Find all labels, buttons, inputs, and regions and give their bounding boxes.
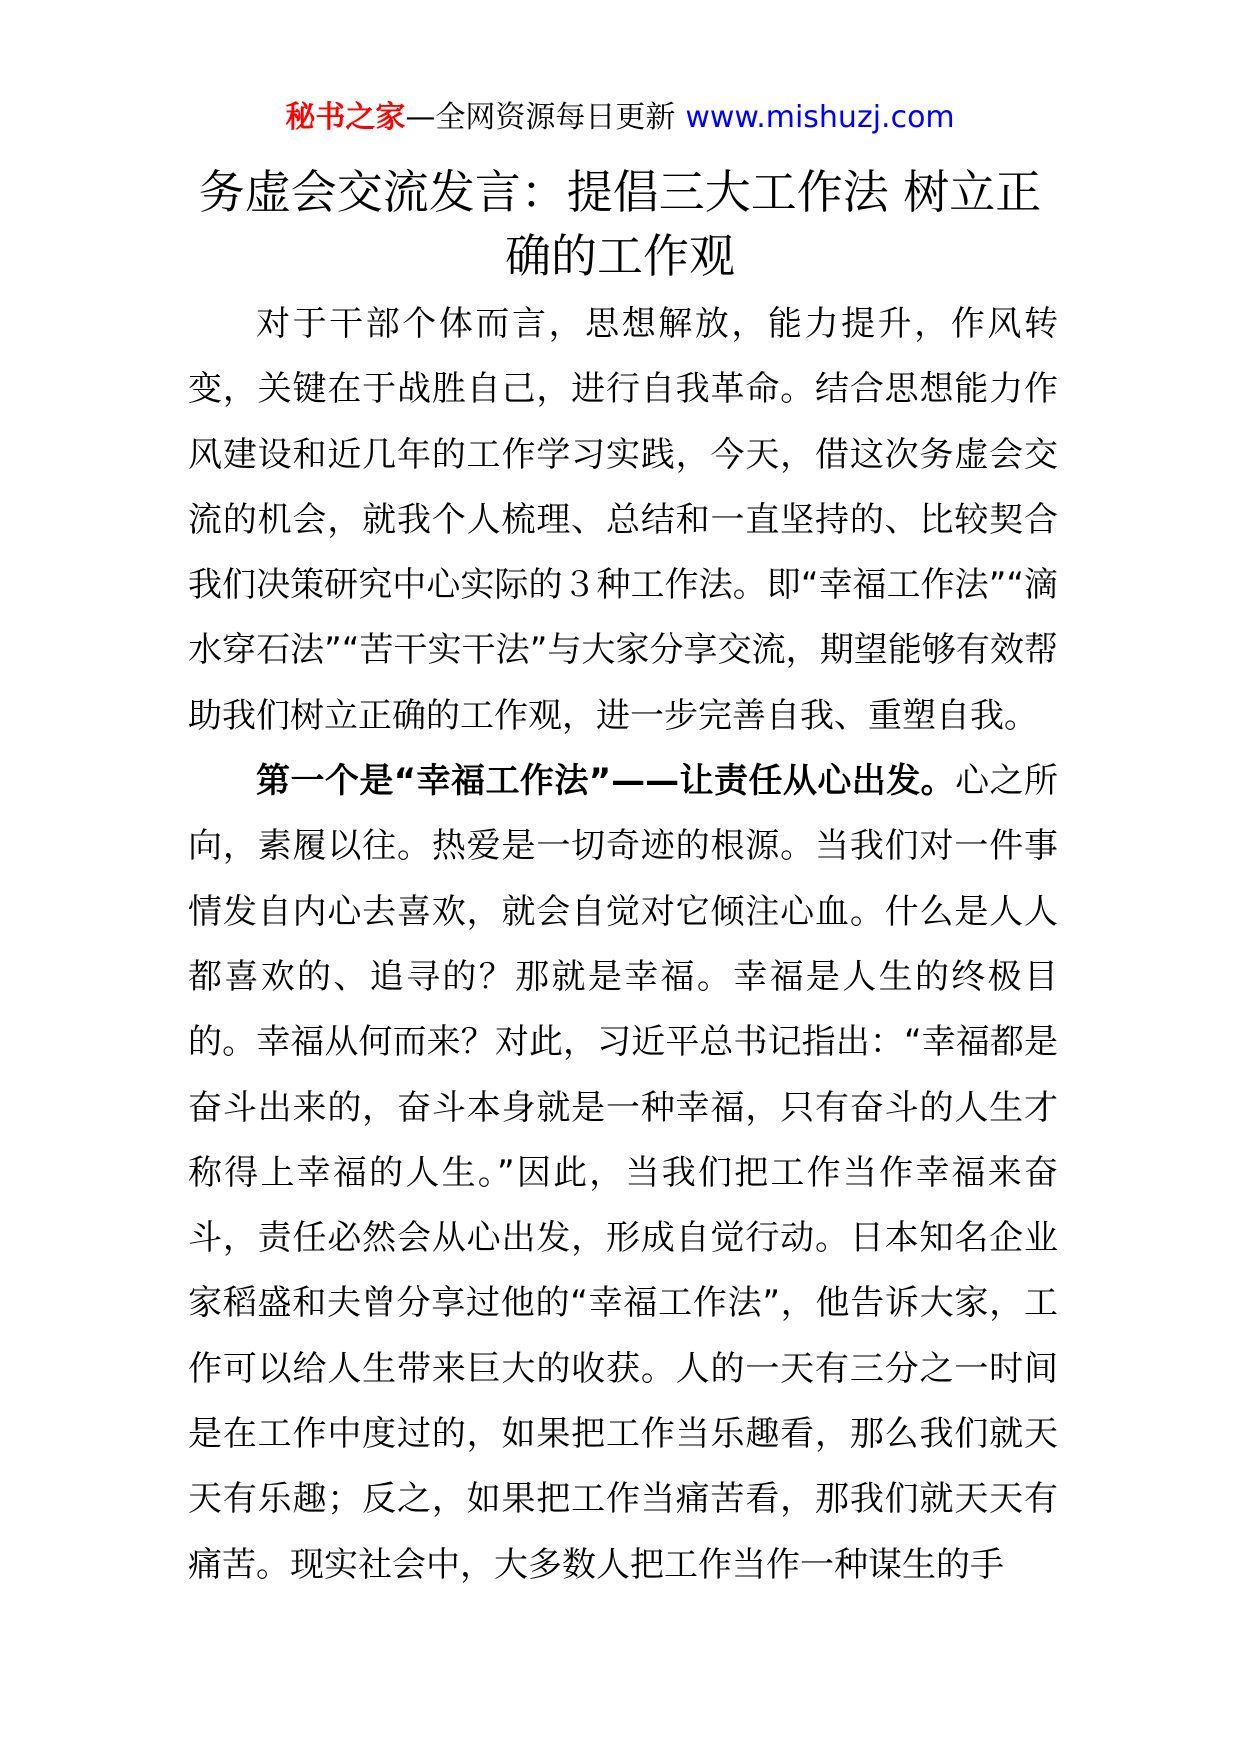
site-header [0,98,1240,138]
paragraph-intro [188,292,1058,749]
header-tagline: —全网资源每日更新 [405,100,676,135]
document-title: 务虚会交流发言：提倡三大工作法 树立正确的工作观 [198,165,1042,283]
section-heading: 第一个是“幸福工作法”——让责任从心出发。 [256,761,956,802]
paragraph-text: 对于干部个体而言，思想解放，能力提升，作风转变，关键在于战胜自己，进行自我革命。结合思想能力作风建设和近几年的工作学习实践，今天，借这次务虚会交流的机会，就我个人梳理、总结和一直坚持的、比较契合我们决策研究中心实际的３种工作法。即“幸福工作法”“滴水穿石法”“苦干实干法”与大家分享交流，期望能够有效帮助我们树立正确的工作观，进一步完善自我、重塑自我。 [188,304,1058,736]
site-url-link[interactable]: www.mishuzj.com [685,100,955,135]
paragraph-happiness-method [188,749,1058,1598]
paragraph-text: 心之所向，素履以往。热爱是一切奇迹的根源。当我们对一件事情发自内心去喜欢，就会自觉对它倾注心血。什么是人人都喜欢的、追寻的？那就是幸福。幸福是人生的终极目的。幸福从何而来？对此，习近平总书记指出：“幸福都是奋斗出来的，奋斗本身就是一种幸福，只有奋斗的人生才称得上幸福的人生。”因此，当我们把工作当作幸福来奋斗，责任必然会从心出发，形成自觉行动。日本知名企业家稻盛和夫曾分享过他的“幸福工作法”，他告诉大家，工作可以给人生带来巨大的收获。人的一天有三分之一时间是在工作中度过的，如果把工作当乐趣看，那么我们就天天有乐趣；反之，如果把工作当痛苦看，那我们就天天有痛苦。现实社会中，大多数人把工作当作一种谋生的手 [188,761,1058,1585]
brand-name: 秘书之家 [285,100,406,135]
document-body [188,292,1058,1598]
